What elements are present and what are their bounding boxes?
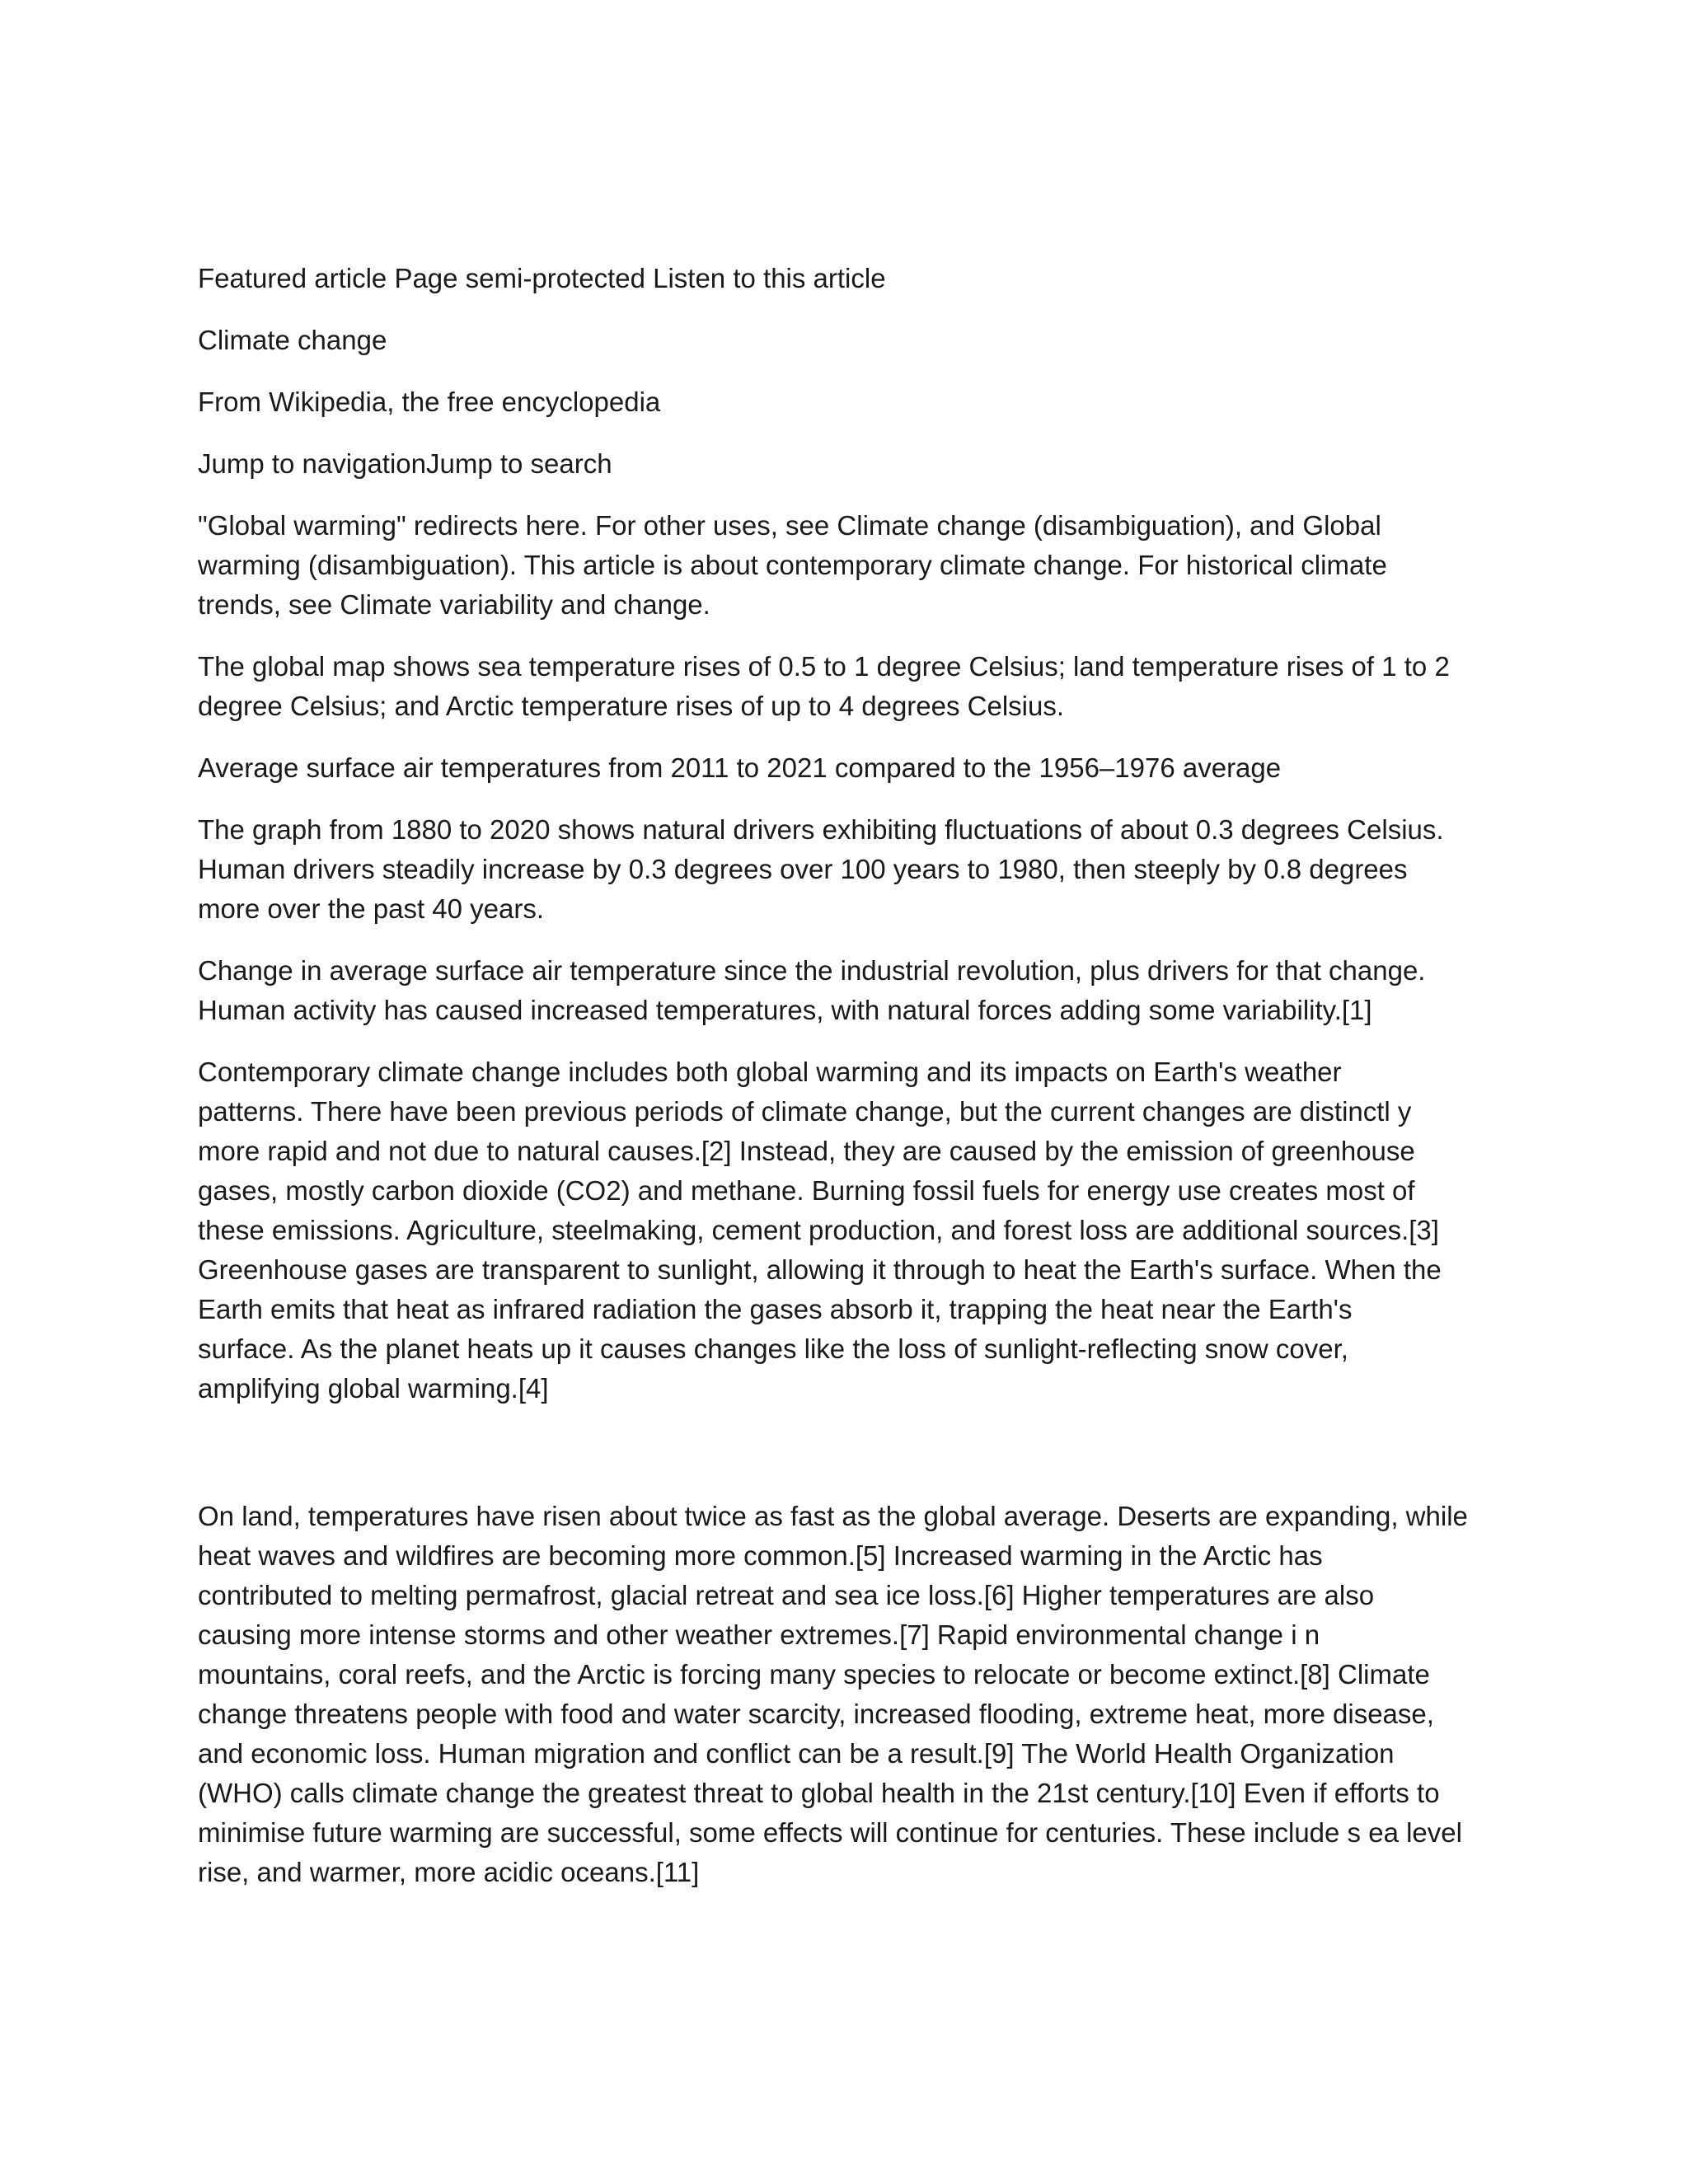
graph-alt-text [198,810,1492,929]
paragraph-line: gases, mostly carbon dioxide (CO2) and methane. Burning fossil fuels for energy use creates most of [198,1175,1415,1206]
graph-caption-line: Human activity has caused increased temperatures, with natural forces adding some variability.[1] [198,995,1372,1025]
map-alt-line: The global map shows sea temperature rises of 0.5 to 1 degree Celsius; land temperature rises of 1 to 2 [198,651,1450,682]
paragraph-line: mountains, coral reefs, and the Arctic is forcing many species to relocate or become extinct.[8] Climate [198,1659,1430,1690]
map-caption: Average surface air temperatures from 2011 to 2021 compared to the 1956–1976 average [198,752,1282,783]
paragraph-line: rise, and warmer, more acidic oceans.[11] [198,1857,700,1887]
paragraph-line: Earth emits that heat as infrared radiation the gases absorb it, trapping the heat near the Earth's [198,1294,1353,1324]
body-paragraph-2 [198,1497,1492,1892]
paragraph-line: On land, temperatures have risen about twice as fast as the global average. Deserts are expanding, while [198,1501,1468,1531]
article-title: Climate change [198,325,387,355]
map-alt-line: degree Celsius; and Arctic temperature rises of up to 4 degrees Celsius. [198,691,1065,721]
paragraph-line: surface. As the planet heats up it causes changes like the loss of sunlight-reflecting snow cover, [198,1333,1348,1364]
header-line: Featured article Page semi-protected Listen to this article [198,263,886,293]
paragraph-line: causing more intense storms and other weather extremes.[7] Rapid environmental change i n [198,1619,1320,1650]
hatnote [198,506,1492,625]
paragraph-spacer [198,1431,1492,1497]
paragraph-line: heat waves and wildfires are becoming more common.[5] Increased warming in the Arctic has [198,1540,1323,1571]
paragraph-line: these emissions. Agriculture, steelmaking, cement production, and forest loss are additional sources.[3] [198,1215,1439,1245]
paragraph-line: patterns. There have been previous periods of climate change, but the current changes are distinctl y [198,1096,1412,1127]
body-paragraph-1 [198,1052,1492,1408]
hatnote-line: warming (disambiguation). This article is about contemporary climate change. For historical climate [198,550,1387,580]
document-body [198,259,1492,1915]
paragraph-line: change threatens people with food and water scarcity, increased flooding, extreme heat, more disease, [198,1699,1434,1729]
paragraph-line: minimise future warming are successful, some effects will continue for centuries. These include s ea level [198,1817,1462,1848]
graph-caption [198,951,1492,1030]
paragraph-line: Contemporary climate change includes both global warming and its impacts on Earth's weather [198,1057,1342,1087]
paragraph-line: (WHO) calls climate change the greatest threat to global health in the 21st century.[10] Even if efforts to [198,1778,1440,1808]
jump-links: Jump to navigationJump to search [198,448,612,479]
graph-alt-line: Human drivers steadily increase by 0.3 degrees over 100 years to 1980, then steeply by 0.8 degrees [198,854,1408,884]
paragraph-line: more rapid and not due to natural causes.[2] Instead, they are caused by the emission of greenhouse [198,1136,1415,1166]
paragraph-line: and economic loss. Human migration and conflict can be a result.[9] The World Health Organization [198,1738,1395,1769]
paragraph-line: contributed to melting permafrost, glacial retreat and sea ice loss.[6] Higher temperatures are also [198,1580,1375,1610]
article-subtitle: From Wikipedia, the free encyclopedia [198,387,661,417]
graph-alt-line: more over the past 40 years. [198,893,545,924]
paragraph-line: Greenhouse gases are transparent to sunlight, allowing it through to heat the Earth's surface. When the [198,1254,1442,1285]
hatnote-line: "Global warming" redirects here. For other uses, see Climate change (disambiguation), and Global [198,510,1381,541]
hatnote-line: trends, see Climate variability and change. [198,589,710,620]
graph-alt-line: The graph from 1880 to 2020 shows natural drivers exhibiting fluctuations of about 0.3 degrees Celsius. [198,814,1444,845]
paragraph-line: amplifying global warming.[4] [198,1373,549,1404]
graph-caption-line: Change in average surface air temperature since the industrial revolution, plus drivers for that change. [198,955,1426,986]
map-alt-text [198,647,1492,726]
